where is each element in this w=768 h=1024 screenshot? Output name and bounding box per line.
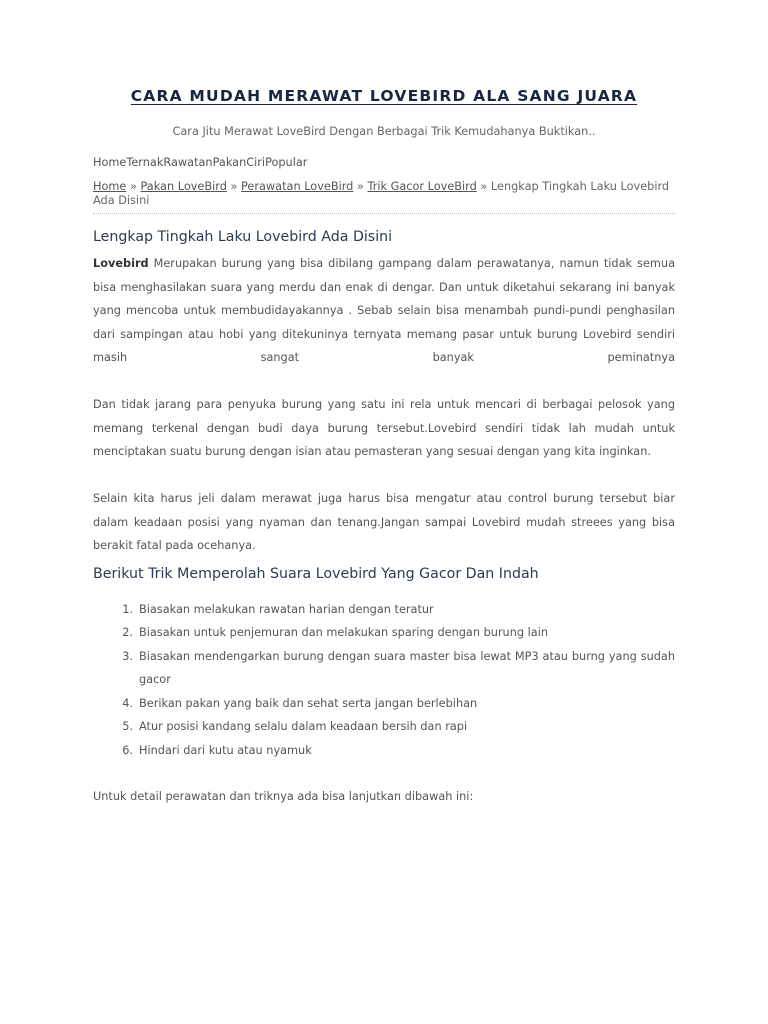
tips-list — [93, 598, 675, 763]
paragraph-3: Selain kita harus jeli dalam merawat juga harus bisa mengatur atau control burung tersebut biar dalam keadaan posisi yang nyaman dan tenang.Jangan sampai Lovebird mudah streees yang bisa berakit fatal pada ocehanya. — [93, 492, 675, 552]
site-title[interactable]: CARA MUDAH MERAWAT LOVEBIRD ALA SANG JUARA — [130, 87, 638, 105]
list-item: Biasakan melakukan rawatan harian dengan teratur — [139, 602, 434, 616]
breadcrumb-separator: » — [480, 180, 488, 193]
intro-paragraph — [93, 252, 675, 370]
site-description: Cara Jitu Merawat LoveBird Dengan Berbagai Trik Kemudahanya Buktikan.. — [172, 125, 596, 138]
intro-bold-term: Lovebird — [93, 257, 149, 270]
breadcrumb — [93, 180, 675, 214]
breadcrumb-separator: » — [129, 180, 137, 193]
list-item: Biasakan untuk penjemuran dan melakukan sparing dengan burung lain — [139, 626, 548, 639]
list-item: Hindari dari kutu atau nyamuk — [139, 743, 312, 757]
breadcrumb-separator: » — [356, 180, 364, 193]
intro-text: Merupakan burung yang bisa dibilang gampang dalam perawatanya, namun tidak semua bisa menghasilakan suara yang merdu dan enak di dengar. Dan untuk diketahui sekarang ini banyak yang mencoba untuk membudidayakannya . Sebab selain bisa menambah pundi-pundi penghasilan dari sampingan atau hobi yang ditekuninya ternyata memang pasar untuk burung Lovebird sendiri masih sangat banyak peminatnya — [93, 257, 675, 364]
nav-item-pakan[interactable]: Pakan — [212, 156, 247, 169]
breadcrumb-link-home[interactable]: Home — [93, 180, 127, 193]
paragraph-2: Dan tidak jarang para penyuka burung yang satu ini rela untuk mencari di berbagai pelosok yang memang terkenal dengan budi daya burung tersebut.Lovebird sendiri tidak lah mudah untuk menciptakan suatu burung dengan isian atau pemasteran yang sesuai dengan yang kita inginkan. — [93, 398, 675, 458]
nav-item-popular[interactable]: Popular — [265, 156, 308, 169]
closing-paragraph: Untuk detail perawatan dan triknya ada bisa lanjutkan dibawah ini: — [93, 790, 474, 803]
list-item: Biasakan mendengarkan burung dengan suara master bisa lewat MP3 atau burng yang sudah gacor — [139, 649, 675, 686]
nav-item-ternak[interactable]: Ternak — [126, 156, 164, 169]
nav-item-rawatan[interactable]: Rawatan — [163, 156, 213, 169]
breadcrumb-separator: » — [230, 180, 238, 193]
breadcrumb-link-perawatan-lovebird[interactable]: Perawatan LoveBird — [241, 180, 354, 193]
post-title: Lengkap Tingkah Laku Lovebird Ada Disini — [93, 229, 393, 245]
breadcrumb-current: Lengkap Tingkah Laku Lovebird Ada Disini — [93, 180, 670, 207]
breadcrumb-link-trik-gacor-lovebird[interactable]: Trik Gacor LoveBird — [367, 180, 477, 193]
nav-item-ciri[interactable]: Ciri — [246, 156, 266, 169]
list-item: Atur posisi kandang selalu dalam keadaan bersih dan rapi — [139, 720, 468, 733]
nav-item-home[interactable]: Home — [93, 156, 127, 169]
post-body — [93, 252, 675, 809]
main-nav — [93, 156, 307, 169]
breadcrumb-link-pakan-lovebird[interactable]: Pakan LoveBird — [140, 180, 227, 193]
list-item: Berikan pakan yang baik dan sehat serta jangan berlebihan — [139, 696, 478, 710]
section-subtitle: Berikut Trik Memperolah Suara Lovebird Yang Gacor Dan Indah — [93, 565, 539, 582]
